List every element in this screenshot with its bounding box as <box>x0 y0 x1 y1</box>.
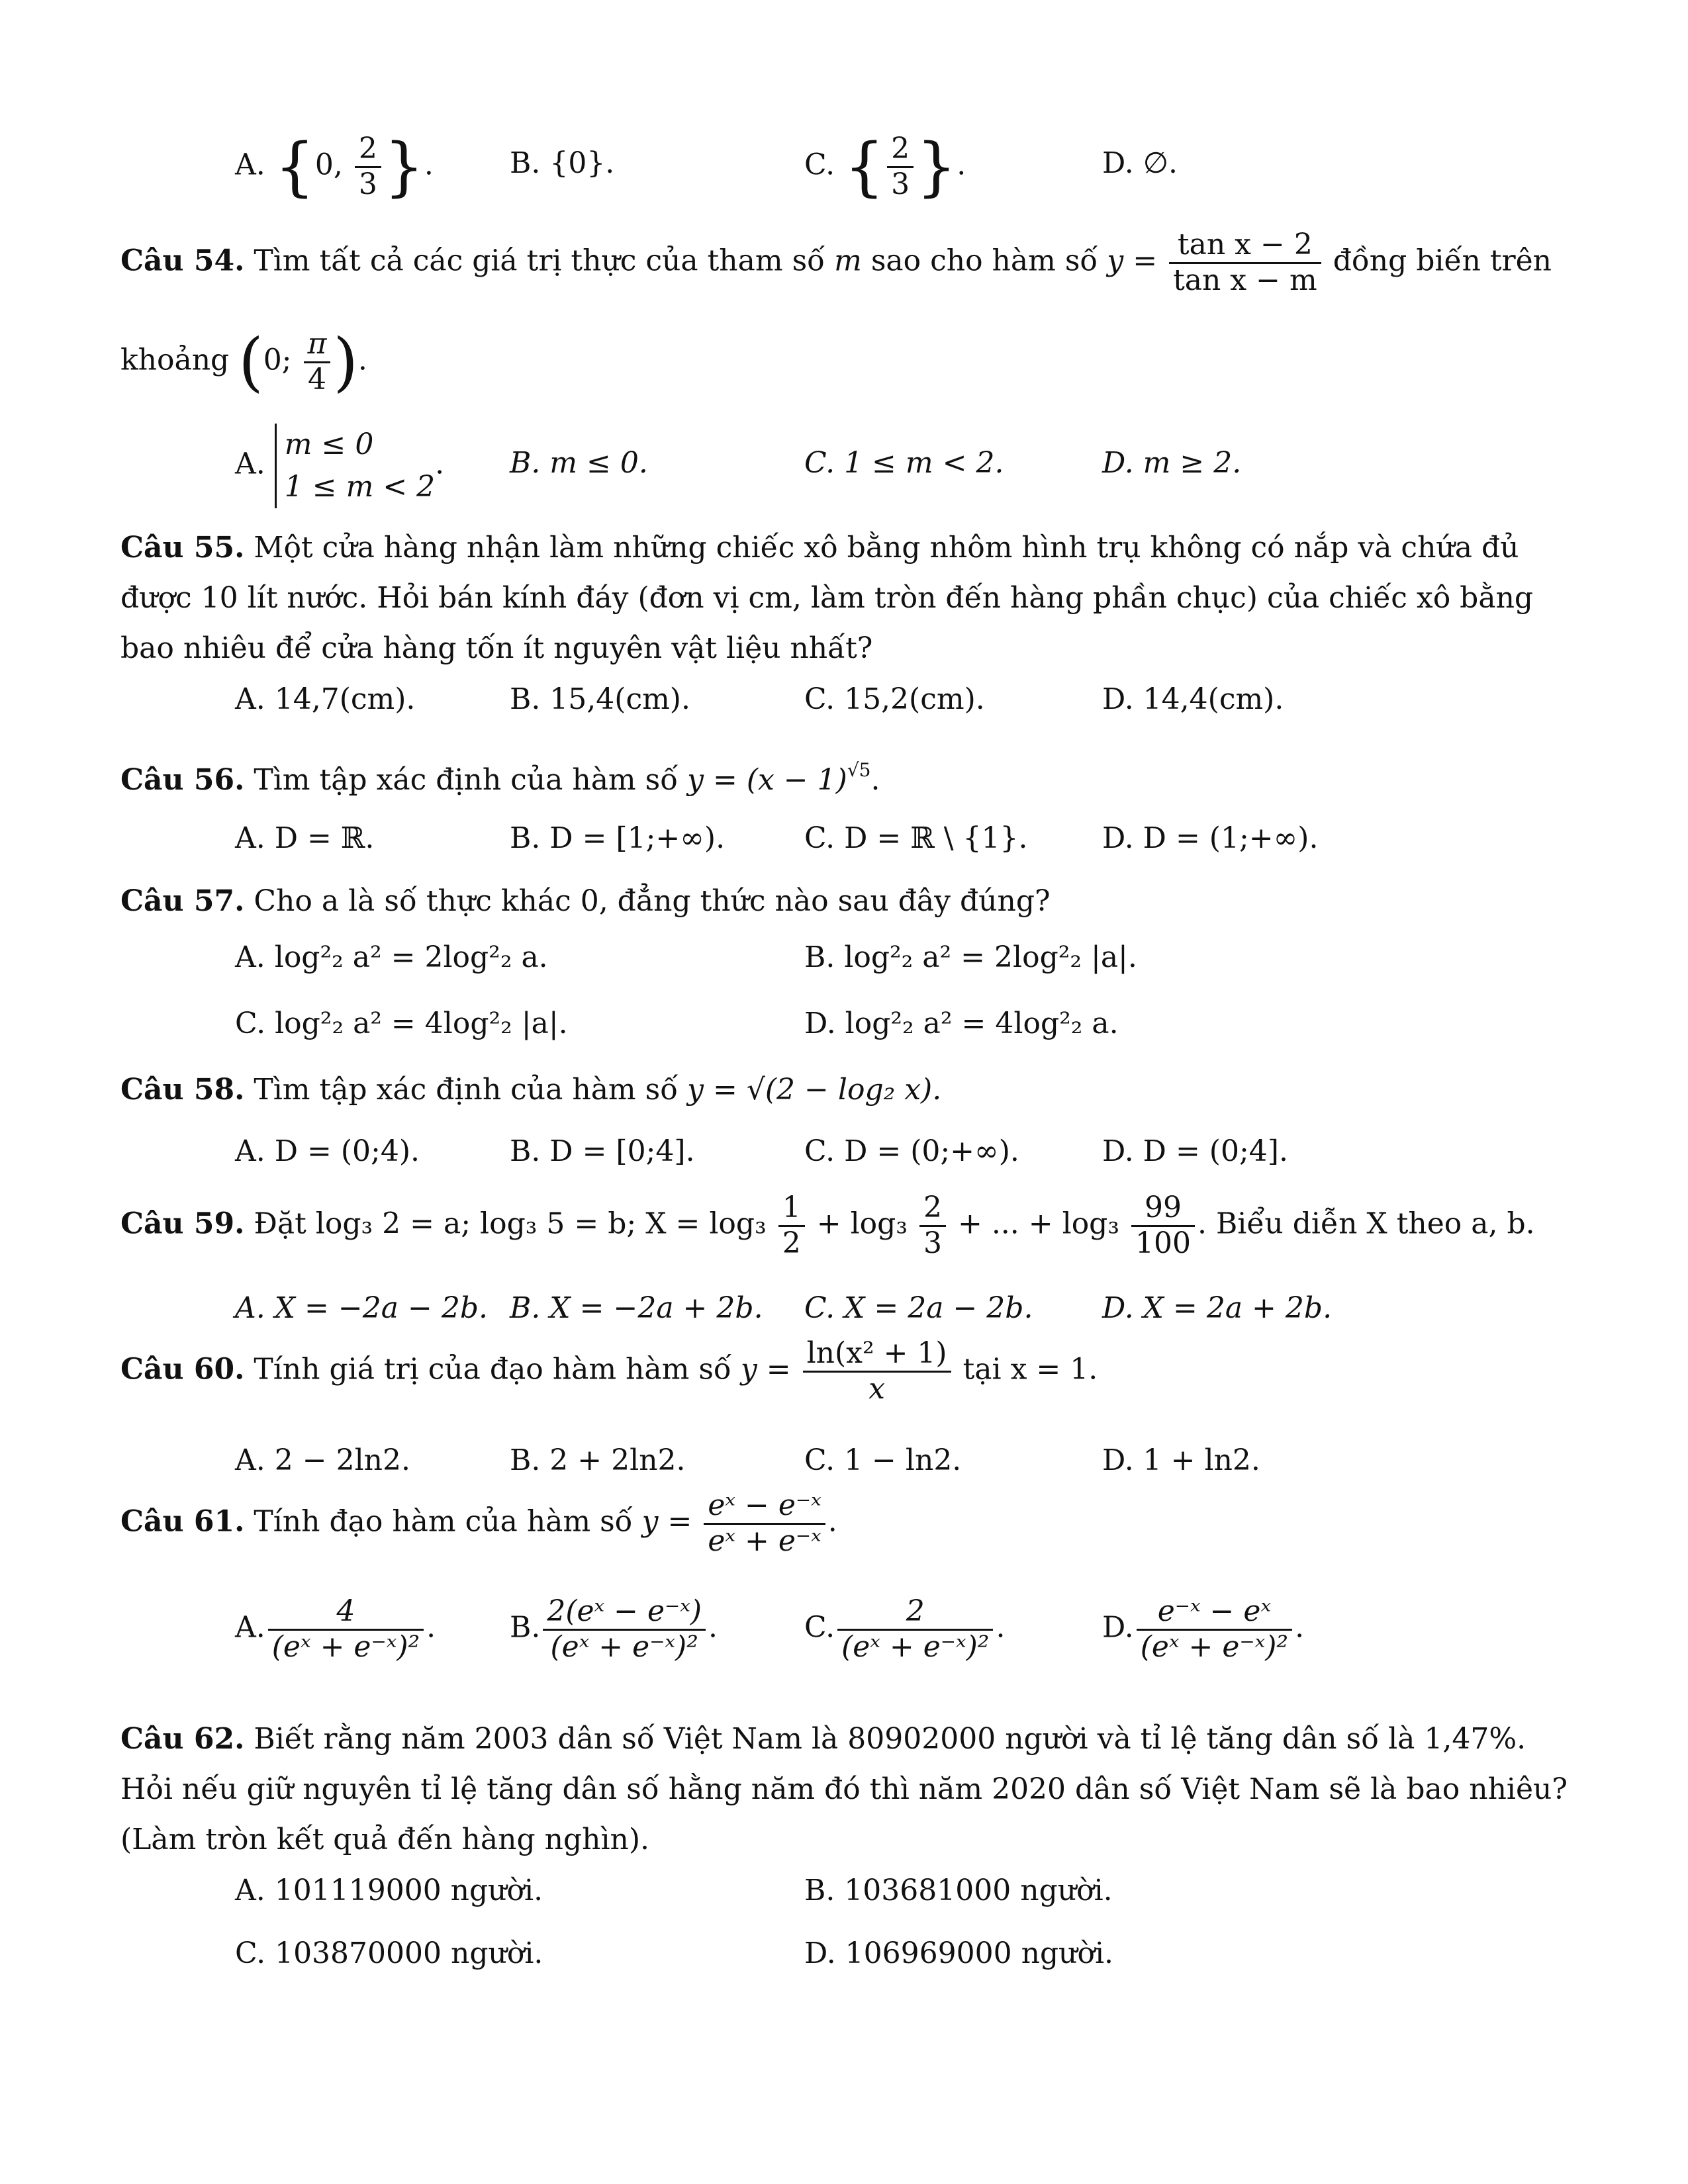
fraction <box>1131 1191 1195 1260</box>
q59-option-b: B. X = −2a + 2b. <box>510 1291 763 1325</box>
math-operator: + ... + log₃ <box>957 1206 1119 1241</box>
punctuation: . <box>827 1504 837 1539</box>
question-label: Câu 59. <box>120 1206 245 1241</box>
variable: m <box>834 244 862 278</box>
q62-option-c: C. 103870000 người. <box>235 1936 543 1970</box>
denominator: (eˣ + e⁻ˣ)² <box>271 1629 420 1664</box>
option-label: C. <box>804 148 835 182</box>
q53-option-b: B. {0}. <box>510 146 615 180</box>
q61-option-a: A. $\frac{4}{\text{(eˣ + e⁻ˣ)²}}$ . <box>235 1594 436 1664</box>
q59-option-a: A. X = −2a − 2b. <box>235 1291 488 1325</box>
question-text: Cho a là số thực khác 0, đẳng thức nào sau đây đúng? <box>254 884 1051 918</box>
q62-stem <box>120 1714 1570 1865</box>
brace-open: { <box>274 130 315 205</box>
question-label: Câu 55. <box>120 531 245 565</box>
denominator: (eˣ + e⁻ˣ)² <box>841 1629 990 1664</box>
brace-close: } <box>383 130 424 205</box>
q54-option-b: B. m ≤ 0. <box>510 446 648 480</box>
question-text: Tìm tất cả các giá trị thực của tham số <box>254 244 825 278</box>
q53-option-c: C. { $\frac{2}{3}$ }. <box>804 130 966 205</box>
fraction <box>355 132 381 201</box>
q57-stem <box>120 884 1051 918</box>
numerator: ln(x² + 1) <box>803 1337 951 1373</box>
function-expr: y = √(2 − log₂ x). <box>687 1073 942 1107</box>
q57-option-a: A. log²₂ a² = 2log²₂ a. <box>235 940 548 974</box>
function-lhs: y = <box>1107 244 1158 278</box>
question-text: Tìm tập xác định của hàm số <box>254 763 679 797</box>
brace-close: } <box>916 130 957 205</box>
question-text: tại x = 1. <box>962 1352 1098 1387</box>
denominator: x <box>868 1371 885 1406</box>
exponent: √5 <box>847 759 871 781</box>
numerator: tan x − 2 <box>1169 228 1321 264</box>
numerator: 2 <box>355 132 381 168</box>
option-value: ∅. <box>1143 146 1178 180</box>
denominator: 4 <box>307 362 326 396</box>
fraction <box>887 132 914 201</box>
fraction <box>268 1595 424 1664</box>
q57-option-d: D. log²₂ a² = 4log²₂ a. <box>804 1007 1119 1040</box>
q54-option-d: D. m ≥ 2. <box>1102 446 1242 480</box>
fraction <box>837 1595 993 1664</box>
paren-close: ) <box>333 325 358 400</box>
q55-option-c: C. 15,2(cm). <box>804 682 985 716</box>
question-text: Một cửa hàng nhận làm những chiếc xô bằng nhôm hình trụ không có nắp và chứa đủ được 10 lít nước. Hỏi bán kính đáy (đơn vị cm, làm tròn đến hàng phần chục) của chiếc xô bằng bao nhiêu để cửa hàng tốn ít nguyên vật liệu nhất? <box>120 531 1534 665</box>
set-element: 0, <box>314 148 343 182</box>
numerator: 4 <box>268 1595 424 1631</box>
fraction <box>543 1595 706 1664</box>
q54-option-c: C. 1 ≤ m < 2. <box>804 446 1004 480</box>
function-lhs: y = <box>740 1352 791 1387</box>
question-text: Tìm tập xác định của hàm số <box>254 1073 679 1107</box>
denominator: eˣ + e⁻ˣ <box>708 1524 821 1558</box>
question-text: Tính đạo hàm của hàm số <box>254 1504 633 1539</box>
numerator: 2(eˣ − e⁻ˣ) <box>543 1595 706 1631</box>
question-text: Đặt log₃ 2 = a; log₃ 5 = b; X = log₃ <box>254 1206 767 1241</box>
q62-option-a: A. 101119000 người. <box>235 1874 543 1907</box>
q56-option-c: C. D = ℝ \ {1}. <box>804 821 1028 855</box>
q61-option-d: D. $\frac{\text{e⁻ˣ − eˣ}}{\text{(eˣ + e⁻ˣ)²}}$ . <box>1102 1594 1305 1664</box>
fraction <box>704 1489 825 1558</box>
denominator: 3 <box>891 167 910 201</box>
fraction <box>803 1337 951 1406</box>
brace-open: { <box>844 130 885 205</box>
q58-stem <box>120 1075 941 1105</box>
q60-option-d: D. 1 + ln2. <box>1102 1443 1260 1477</box>
q56-stem: Câu 56. Tìm tập xác định của hàm số $y = (x - 1)^{√5}$. <box>120 759 880 797</box>
denominator: 3 <box>358 167 377 201</box>
q54-stem <box>120 228 1552 297</box>
q58-option-c: C. D = (0;+∞). <box>804 1134 1019 1168</box>
question-label: Câu 54. <box>120 244 245 278</box>
numerator: 2 <box>919 1191 946 1227</box>
set-element: 0 <box>568 146 587 180</box>
option-label: D. <box>1102 146 1134 180</box>
question-text: Tính giá trị của đạo hàm hàm số <box>254 1352 731 1387</box>
q62-option-d: D. 106969000 người. <box>804 1936 1114 1970</box>
numerator: π <box>304 328 331 363</box>
q60-option-c: C. 1 − ln2. <box>804 1443 962 1477</box>
numerator: 2 <box>887 132 914 168</box>
denominator: 2 <box>782 1226 801 1260</box>
fraction <box>1169 228 1321 297</box>
fraction <box>1137 1595 1292 1664</box>
q55-option-b: B. 15,4(cm). <box>510 682 690 716</box>
q53-option-a: A. {0, $\frac{2}{3}$ }. <box>235 130 434 205</box>
question-label: Câu 60. <box>120 1352 245 1387</box>
bracket-system <box>275 424 435 508</box>
q61-option-c: C. $\frac{2}{\text{(eˣ + e⁻ˣ)²}}$ . <box>804 1594 1006 1664</box>
option-label: A. <box>235 1610 265 1645</box>
numerator: eˣ − e⁻ˣ <box>704 1489 825 1525</box>
system-line: m ≤ 0 <box>284 428 374 461</box>
q60-stem <box>120 1337 1098 1406</box>
q60-option-b: B. 2 + 2ln2. <box>510 1443 686 1477</box>
question-label: Câu 56. <box>120 763 245 797</box>
question-text: đồng biến trên <box>1333 244 1552 278</box>
function-expr: y = (x − 1) <box>687 763 847 797</box>
denominator: (eˣ + e⁻ˣ)² <box>550 1629 698 1664</box>
system-line: 1 ≤ m < 2 <box>284 469 436 504</box>
q62-option-b: B. 103681000 người. <box>804 1874 1113 1907</box>
option-label: C. <box>804 1610 835 1645</box>
option-label: B. <box>510 1610 541 1645</box>
question-label: Câu 62. <box>120 1722 245 1756</box>
q59-stem <box>120 1191 1535 1260</box>
q55-option-d: D. 14,4(cm). <box>1102 682 1284 716</box>
option-label: A. <box>235 148 265 182</box>
question-text: Biết rằng năm 2003 dân số Việt Nam là 80902000 người và tỉ lệ tăng dân số là 1,47%. Hỏi nếu giữ nguyên tỉ lệ tăng dân số hằng năm đó thì năm 2020 dân số Việt Nam sẽ là bao nhiêu? (Làm tròn kết quả đến hàng nghìn). <box>120 1722 1568 1856</box>
q58-option-b: B. D = [0;4]. <box>510 1134 695 1168</box>
q53-option-d <box>1102 146 1178 180</box>
q54-stem-line2: khoảng (0; $\frac{\pi}{4}$ ). <box>120 325 367 400</box>
question-text: khoảng <box>120 343 230 377</box>
denominator: 3 <box>923 1226 942 1260</box>
q61-stem <box>120 1489 837 1558</box>
denominator: tan x − m <box>1173 263 1317 297</box>
q55-stem <box>120 523 1570 674</box>
fraction <box>778 1191 805 1260</box>
q59-option-d: D. X = 2a + 2b. <box>1102 1291 1333 1325</box>
option-label: A. <box>235 447 265 481</box>
option-label: D. <box>1102 1610 1134 1645</box>
question-label: Câu 57. <box>120 884 245 918</box>
numerator: 2 <box>837 1595 993 1631</box>
fraction <box>304 328 331 396</box>
fraction <box>919 1191 946 1260</box>
question-label: Câu 61. <box>120 1504 245 1539</box>
q55-option-a: A. 14,7(cm). <box>235 682 416 716</box>
q57-option-b: B. log²₂ a² = 2log²₂ |a|. <box>804 940 1137 974</box>
q61-option-b: B. $\frac{\text{2(eˣ − e⁻ˣ)}}{\text{(eˣ + e⁻ˣ)²}}$ . <box>510 1594 718 1664</box>
math-operator: + log₃ <box>816 1206 908 1241</box>
q58-option-a: A. D = (0;4). <box>235 1134 420 1168</box>
q56-option-a: A. D = ℝ. <box>235 821 375 855</box>
option-label: B. <box>510 146 541 180</box>
paren-open: ( <box>238 325 263 400</box>
question-text: sao cho hàm số <box>870 244 1098 278</box>
q59-option-c: C. X = 2a − 2b. <box>804 1291 1033 1325</box>
q56-option-d: D. D = (1;+∞). <box>1102 821 1319 855</box>
function-lhs: y = <box>641 1504 692 1539</box>
question-label: Câu 58. <box>120 1073 245 1107</box>
question-text: . Biểu diễn X theo a, b. <box>1197 1206 1535 1241</box>
interval-left: 0; <box>263 343 292 377</box>
q56-option-b: B. D = [1;+∞). <box>510 821 726 855</box>
q54-option-a: A. m ≤ 0 1 ≤ m < 2 . <box>235 424 444 508</box>
denominator: (eˣ + e⁻ˣ)² <box>1140 1629 1289 1664</box>
q60-option-a: A. 2 − 2ln2. <box>235 1443 410 1477</box>
numerator: 1 <box>778 1191 805 1227</box>
q57-option-c: C. log²₂ a² = 4log²₂ |a|. <box>235 1007 568 1040</box>
numerator: 99 <box>1131 1191 1195 1227</box>
denominator: 100 <box>1135 1226 1191 1260</box>
numerator: e⁻ˣ − eˣ <box>1137 1595 1292 1631</box>
q58-option-d: D. D = (0;4]. <box>1102 1134 1288 1168</box>
